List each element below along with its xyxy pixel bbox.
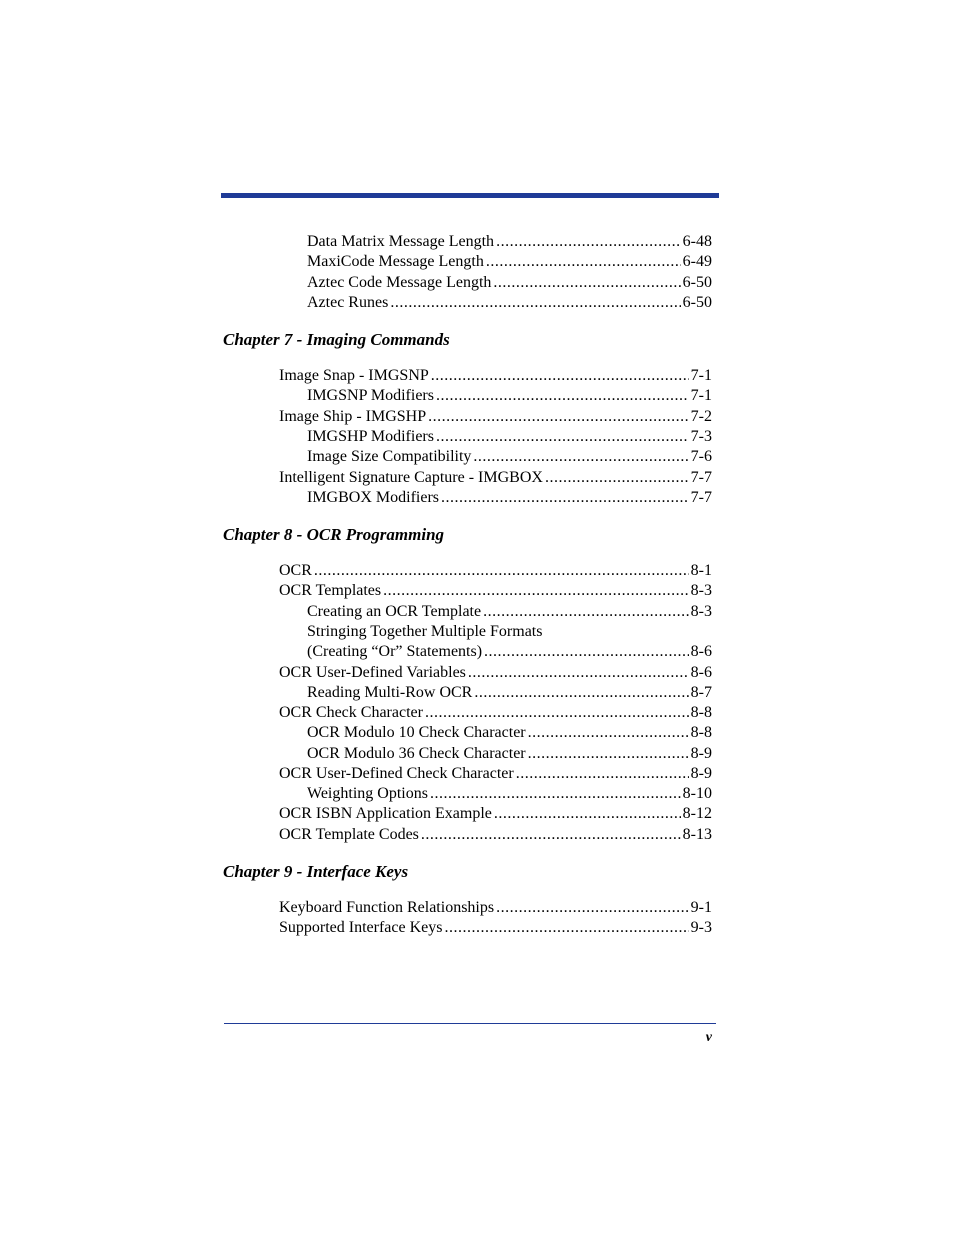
toc-entry-page: 7-6 <box>690 448 712 465</box>
toc-entry[interactable] <box>279 898 712 918</box>
chapter-heading: Chapter 8 - OCR Programming <box>223 525 445 544</box>
leader-dots <box>496 898 689 918</box>
toc-entry-page: 8-9 <box>690 745 712 762</box>
footer-rule <box>224 1023 716 1024</box>
toc-entry[interactable] <box>307 386 712 406</box>
toc-entry-title: OCR Template Codes <box>279 826 419 843</box>
toc-entry-page: 7-7 <box>690 489 712 506</box>
toc-entry-title: (Creating “Or” Statements) <box>307 643 483 660</box>
toc-entry[interactable] <box>307 723 712 743</box>
toc-entry[interactable] <box>279 663 712 683</box>
toc-entry-title: Image Size Compatibility <box>307 448 472 465</box>
chapter-heading: Chapter 7 - Imaging Commands <box>223 330 450 349</box>
toc-entry-page: 8-8 <box>690 704 712 721</box>
leader-dots <box>430 784 681 804</box>
toc-entry-page: 6-50 <box>682 294 712 311</box>
toc-entry[interactable] <box>279 581 712 601</box>
leader-dots <box>486 252 681 272</box>
toc-entry[interactable] <box>307 232 712 252</box>
leader-dots <box>493 273 680 293</box>
toc-entry-title: OCR <box>279 562 312 579</box>
toc-entry-title: Weighting Options <box>307 785 428 802</box>
leader-dots <box>474 683 688 703</box>
toc-entry[interactable] <box>307 252 712 272</box>
toc-entry-title: IMGSHP Modifiers <box>307 428 434 445</box>
leader-dots <box>425 703 689 723</box>
toc-entry-page: 8-6 <box>690 643 712 660</box>
leader-dots <box>516 764 689 784</box>
toc-entry-title: OCR User-Defined Check Character <box>279 765 514 782</box>
leader-dots <box>314 561 689 581</box>
toc-entry-page: 8-9 <box>690 765 712 782</box>
toc-entry-title: OCR Templates <box>279 582 382 599</box>
leader-dots <box>445 918 689 938</box>
toc-entry-title: OCR ISBN Application Example <box>279 805 492 822</box>
toc-entry-title: Data Matrix Message Length <box>307 233 495 250</box>
toc-entry-title: Reading Multi-Row OCR <box>307 684 473 701</box>
toc-entry[interactable] <box>307 602 712 622</box>
toc-entry[interactable] <box>279 804 712 824</box>
toc-entry-page: 8-8 <box>690 724 712 741</box>
toc-entry[interactable] <box>279 703 712 723</box>
toc-entry-title: IMGSNP Modifiers <box>307 387 434 404</box>
toc-entry[interactable] <box>307 447 712 467</box>
toc-entry-page: 6-48 <box>682 233 712 250</box>
toc-entry[interactable] <box>307 683 712 703</box>
leader-dots <box>436 386 689 406</box>
leader-dots <box>468 663 689 683</box>
toc-entry-title: OCR User-Defined Variables <box>279 664 466 681</box>
leader-dots <box>528 744 689 764</box>
toc-entry[interactable] <box>279 561 712 581</box>
toc-entry[interactable] <box>307 488 712 508</box>
toc-entry[interactable] <box>279 407 712 427</box>
toc-entry[interactable] <box>279 825 712 845</box>
toc-entry-title: Supported Interface Keys <box>279 919 443 936</box>
toc-entry-title: Aztec Code Message Length <box>307 274 492 291</box>
toc-entry-title: Keyboard Function Relationships <box>279 899 495 916</box>
toc-entry[interactable] <box>279 764 712 784</box>
toc-entry-page: 8-7 <box>690 684 712 701</box>
toc-entry-title: OCR Modulo 36 Check Character <box>307 745 526 762</box>
toc-entry-title: Image Ship - IMGSHP <box>279 408 427 425</box>
toc-entry[interactable] <box>307 427 712 447</box>
toc-entry-page: 7-1 <box>690 367 712 384</box>
toc-entry[interactable] <box>307 744 712 764</box>
leader-dots <box>473 447 688 467</box>
toc-entry-page: 8-12 <box>682 805 712 822</box>
toc-entry-page: 8-13 <box>682 826 712 843</box>
leader-dots <box>441 488 689 508</box>
toc-entry-page: 8-10 <box>682 785 712 802</box>
leader-dots <box>484 642 689 662</box>
toc-entry-page: 9-1 <box>690 899 712 916</box>
toc-entry-title: MaxiCode Message Length <box>307 253 484 270</box>
toc-entry-page: 6-50 <box>682 274 712 291</box>
toc-entry[interactable] <box>279 468 712 488</box>
toc-entry-page: 8-3 <box>690 603 712 620</box>
toc-entry-page: 7-2 <box>690 408 712 425</box>
toc-entry-title-line[interactable]: Stringing Together Multiple Formats <box>307 623 543 640</box>
leader-dots <box>428 407 689 427</box>
toc-entry-title: OCR Modulo 10 Check Character <box>307 724 526 741</box>
toc-entry-page: 6-49 <box>682 253 712 270</box>
leader-dots <box>494 804 681 824</box>
toc-entry[interactable] <box>307 293 712 313</box>
toc-entry-page: 8-3 <box>690 582 712 599</box>
leader-dots <box>390 293 680 313</box>
toc-entry[interactable] <box>307 642 712 662</box>
toc-entry-page: 9-3 <box>690 919 712 936</box>
leader-dots <box>528 723 689 743</box>
header-rule <box>221 193 719 198</box>
toc-entry-title: Creating an OCR Template <box>307 603 482 620</box>
toc-entry[interactable] <box>279 918 712 938</box>
toc-entry-title: Aztec Runes <box>307 294 389 311</box>
toc-entry[interactable] <box>279 366 712 386</box>
leader-dots <box>496 232 681 252</box>
leader-dots <box>545 468 689 488</box>
chapter-heading: Chapter 9 - Interface Keys <box>223 862 409 881</box>
toc-entry-page: 8-6 <box>690 664 712 681</box>
toc-entry-title: Intelligent Signature Capture - IMGBOX <box>279 469 543 486</box>
leader-dots <box>383 581 689 601</box>
toc-entry-page: 7-1 <box>690 387 712 404</box>
toc-entry[interactable] <box>307 273 712 293</box>
leader-dots <box>431 366 689 386</box>
toc-entry-title: Image Snap - IMGSNP <box>279 367 429 384</box>
toc-entry-page: 7-3 <box>690 428 712 445</box>
toc-entry-title: OCR Check Character <box>279 704 423 721</box>
leader-dots <box>421 825 681 845</box>
toc-entry-title: IMGBOX Modifiers <box>307 489 439 506</box>
leader-dots <box>483 602 689 622</box>
toc-entry-page: 8-1 <box>690 562 712 579</box>
toc-entry-page: 7-7 <box>690 469 712 486</box>
toc-entry[interactable] <box>307 784 712 804</box>
leader-dots <box>436 427 689 447</box>
page-number: v <box>705 1030 712 1045</box>
